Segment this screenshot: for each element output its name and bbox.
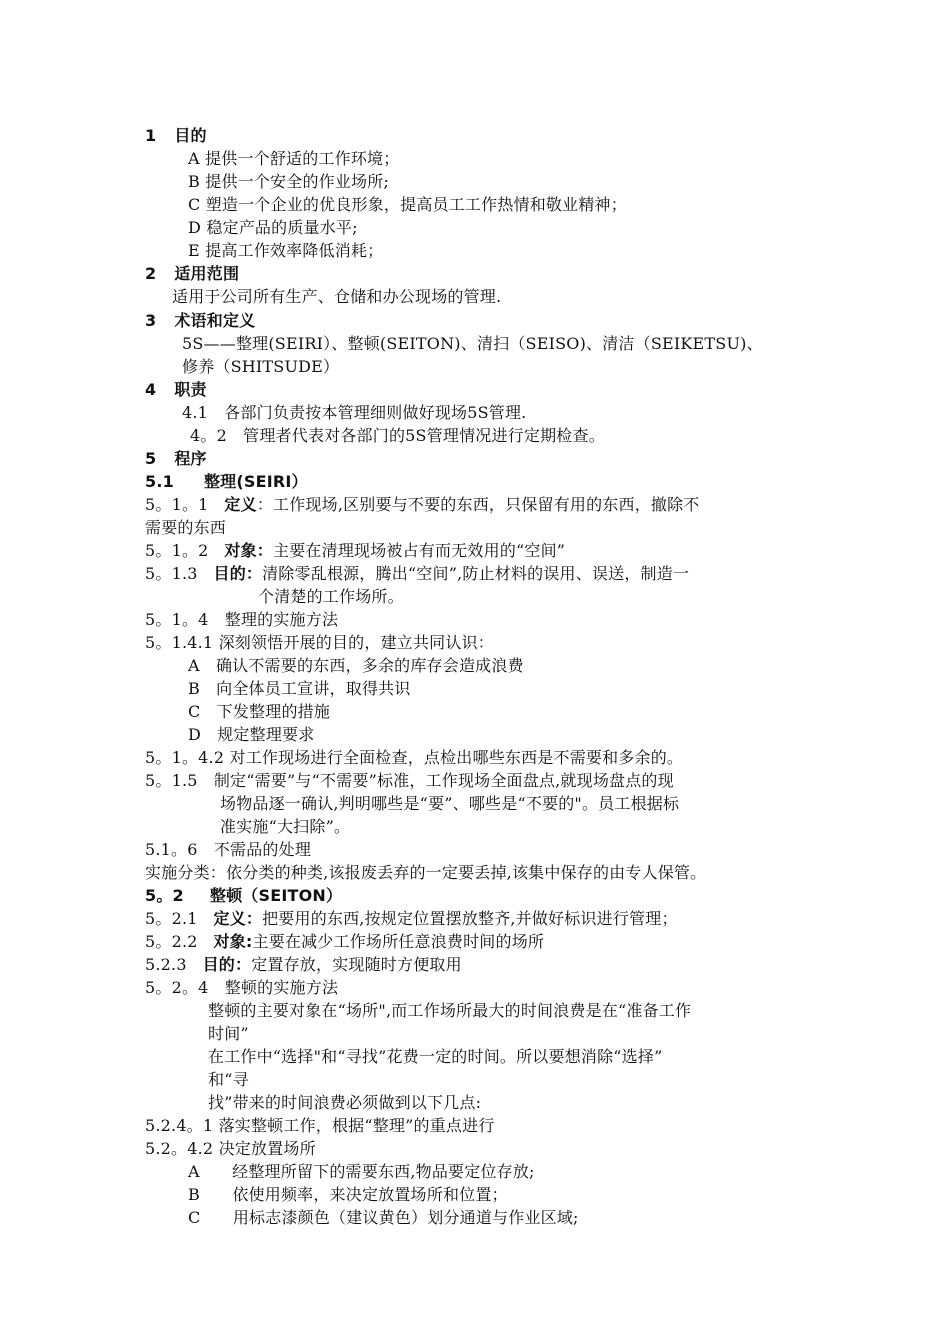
section-number: 5.1 xyxy=(145,472,174,491)
section-5-1-heading xyxy=(145,471,308,493)
purpose-item-a: A 提供一个舒适的工作环境； xyxy=(188,149,400,168)
clause-number: 5。2.2 xyxy=(145,932,198,951)
list-item-b: B 向全体员工宣讲，取得共识 xyxy=(188,679,411,698)
section-3-heading xyxy=(145,310,255,332)
section-title: 适用范围 xyxy=(174,264,240,283)
placement-item-c: C 用标志漆颜色（建议黄色）划分通道与作业区域; xyxy=(188,1208,579,1227)
clause-5-1-1-cont: 需要的东西 xyxy=(145,518,227,537)
definition-line-1: 5S——整理(SEIRI）、整顿(SEITON)、清扫（SEISO)、清洁（SEIKETSU)、 xyxy=(182,334,763,353)
placement-item-b: B 依使用频率，来决定放置场所和位置； xyxy=(188,1185,508,1204)
clause-label: 定义： xyxy=(213,909,263,928)
definition-line-2: 修养（SHITSUDE） xyxy=(182,357,340,376)
paragraph-line-2: 时间” xyxy=(208,1024,249,1043)
clause-5-2-1 xyxy=(145,908,678,930)
clause-label: 定义 xyxy=(224,495,257,514)
clause-5-2-3 xyxy=(145,954,462,976)
clause-number: 5。1。1 xyxy=(145,495,209,514)
list-item-d: D 规定整理要求 xyxy=(188,725,315,744)
paragraph-line-5: 找”带来的时间浪费必须做到以下几点: xyxy=(208,1093,482,1112)
scope-text: 适用于公司所有生产、仓储和办公现场的管理. xyxy=(172,287,502,306)
clause-number: 5.2.3 xyxy=(145,955,187,974)
clause-5-1-3-cont: 个清楚的工作场所。 xyxy=(258,587,404,606)
list-item-a: A 确认不需要的东西，多余的库存会造成浪费 xyxy=(188,656,524,675)
section-title: 程序 xyxy=(174,449,207,468)
section-number: 1 xyxy=(145,126,157,145)
clause-5-1-4-1: 5。1.4.1 深刻领悟开展的目的，建立共同认识： xyxy=(145,633,494,652)
clause-text: 定置存放，实现随时方便取用 xyxy=(251,955,462,974)
clause-5-2-4-1: 5.2.4。1 落实整顿工作，根据“整理”的重点进行 xyxy=(145,1116,495,1135)
section-5-2-heading xyxy=(145,885,342,907)
clause-5-2-4: 5。2。4 整顿的实施方法 xyxy=(145,978,339,997)
section-title: 职责 xyxy=(174,380,207,399)
clause-5-1-4-2: 5。1。4.2 对工作现场进行全面检查，点检出哪些东西是不需要和多余的。 xyxy=(145,748,684,767)
section-title: 整理(SEIRI） xyxy=(203,472,308,491)
clause-text: 主要在清理现场被占有而无效用的“空间” xyxy=(273,541,566,560)
section-number: 5。2 xyxy=(145,886,184,905)
clause-5-1-4: 5。1。4 整理的实施方法 xyxy=(145,610,339,629)
clause-text: 把要用的东西,按规定位置摆放整齐,并做好标识进行管理； xyxy=(262,909,678,928)
list-item-c: C 下发整理的措施 xyxy=(188,702,331,721)
paragraph-line-4: 和“寻 xyxy=(208,1070,249,1089)
section-5-heading xyxy=(145,448,207,470)
clause-5-2-2 xyxy=(145,931,544,953)
section-number: 4 xyxy=(145,380,157,399)
section-number: 2 xyxy=(145,264,157,283)
clause-number: 5。1.3 xyxy=(145,564,198,583)
clause-number: 5。2.1 xyxy=(145,909,198,928)
paragraph-line-1: 整顿的主要对象在“场所",而工作场所最大的时间浪费是在“准备工作 xyxy=(208,1001,692,1020)
clause-label: 对象: xyxy=(213,932,253,951)
purpose-item-b: B 提供一个安全的作业场所; xyxy=(188,172,390,191)
section-number: 3 xyxy=(145,311,157,330)
purpose-item-d: D 稳定产品的质量水平; xyxy=(188,218,358,237)
placement-item-a: A 经整理所留下的需要东西,物品要定位存放; xyxy=(188,1162,535,1181)
clause-5-1-5-cont-2: 准实施“大扫除”。 xyxy=(220,817,351,836)
section-number: 5 xyxy=(145,449,157,468)
purpose-item-c: C 塑造一个企业的优良形象，提高员工工作热情和敬业精神； xyxy=(188,195,627,214)
paragraph-line-3: 在工作中“选择"和“寻找”花费一定的时间。所以要想消除“选择” xyxy=(208,1047,663,1066)
clause-5-1-1 xyxy=(145,494,700,516)
clause-5-1-6-text: 实施分类：依分类的种类,该报废丢弃的一定要丢掉,该集中保存的由专人保管。 xyxy=(145,863,707,882)
clause-text: 主要在减少工作场所任意浪费时间的场所 xyxy=(252,932,545,951)
clause-text: 清除零乱根源，腾出“空间”,防止材料的误用、误送，制造一 xyxy=(262,564,690,583)
responsibility-item-1: 4.1 各部门负责按本管理细则做好现场5S管理. xyxy=(182,403,527,422)
clause-5-1-6: 5.1。6 不需品的处理 xyxy=(145,840,312,859)
clause-5-2-4-2: 5.2。4.2 决定放置场所 xyxy=(145,1139,316,1158)
section-title: 术语和定义 xyxy=(174,311,256,330)
section-4-heading xyxy=(145,379,207,401)
section-2-heading xyxy=(145,263,239,285)
clause-5-1-5-cont-1: 场物品逐一确认,判明哪些是“要”、哪些是“不要的"。员工根据标 xyxy=(220,794,680,813)
clause-5-1-2 xyxy=(145,540,565,562)
clause-5-1-5: 5。1.5 制定“需要”与“不需要”标准，工作现场全面盘点,就现场盘点的现 xyxy=(145,771,674,790)
section-title: 整顿（SEITON） xyxy=(209,886,343,905)
clause-label: 目的： xyxy=(213,564,263,583)
clause-label: 对象： xyxy=(224,541,274,560)
clause-number: 5。1。2 xyxy=(145,541,209,560)
clause-5-1-3 xyxy=(145,563,689,585)
clause-label: 目的： xyxy=(202,955,252,974)
section-title: 目的 xyxy=(174,126,207,145)
section-1-heading xyxy=(145,125,207,147)
purpose-item-e: E 提高工作效率降低消耗； xyxy=(188,241,384,260)
clause-text: ：工作现场,区别要与不要的东西，只保留有用的东西，撤除不 xyxy=(256,495,700,514)
responsibility-item-2: 4。2 管理者代表对各部门的5S管理情况进行定期检查。 xyxy=(190,426,605,445)
